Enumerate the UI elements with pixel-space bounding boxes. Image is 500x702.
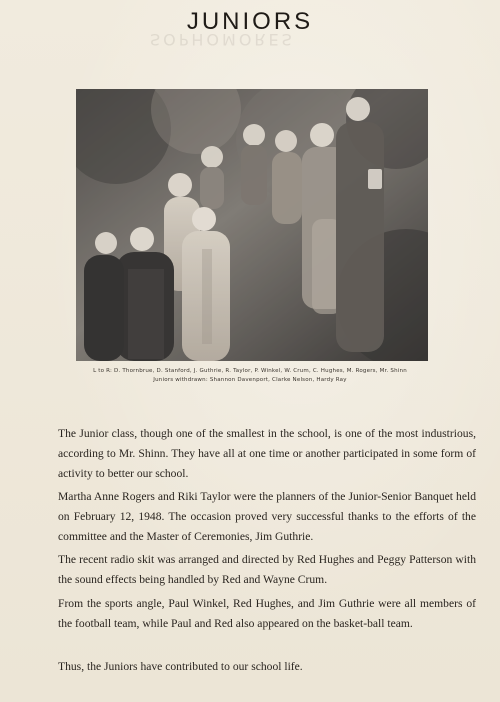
paragraph-5: Thus, the Juniors have contributed to our school life. <box>58 660 303 673</box>
class-photo-illustration <box>76 89 428 361</box>
photo-caption-line-2: Juniors withdrawn: Shannon Davenport, Clarke Nelson, Hardy Ray <box>153 377 347 383</box>
paragraph-3: The recent radio skit was arranged and directed by Red Hughes and Peggy Patterson with the sound effects being handled by Red and Wayne Crum. <box>58 553 476 586</box>
page-title: JUNIORS <box>186 8 314 35</box>
class-photo <box>76 89 428 361</box>
bleed-through-text: SOPHOMORES <box>150 30 295 49</box>
paragraph-1: The Junior class, though one of the smallest in the school, is one of the most industrious, according to Mr. Shinn. They have all at one time or another participated in some form of activity to better our school. <box>58 427 476 480</box>
photo-caption-line-1: L to R: D. Thornbrue, D. Stanford, J. Guthrie, R. Taylor, P. Winkel, W. Crum, C. Hughes, M. Rogers, Mr. Shinn <box>93 368 407 374</box>
paragraph-4: From the sports angle, Paul Winkel, Red Hughes, and Jim Guthrie were all members of the football team, while Paul and Red also appeared on the basket-ball team. <box>58 597 476 630</box>
paragraph-2: Martha Anne Rogers and Riki Taylor were the planners of the Junior-Senior Banquet held on February 12, 1948. The occasion proved very successful thanks to the efforts of the committee and the Master of Ceremonies, Jim Guthrie. <box>58 490 476 543</box>
